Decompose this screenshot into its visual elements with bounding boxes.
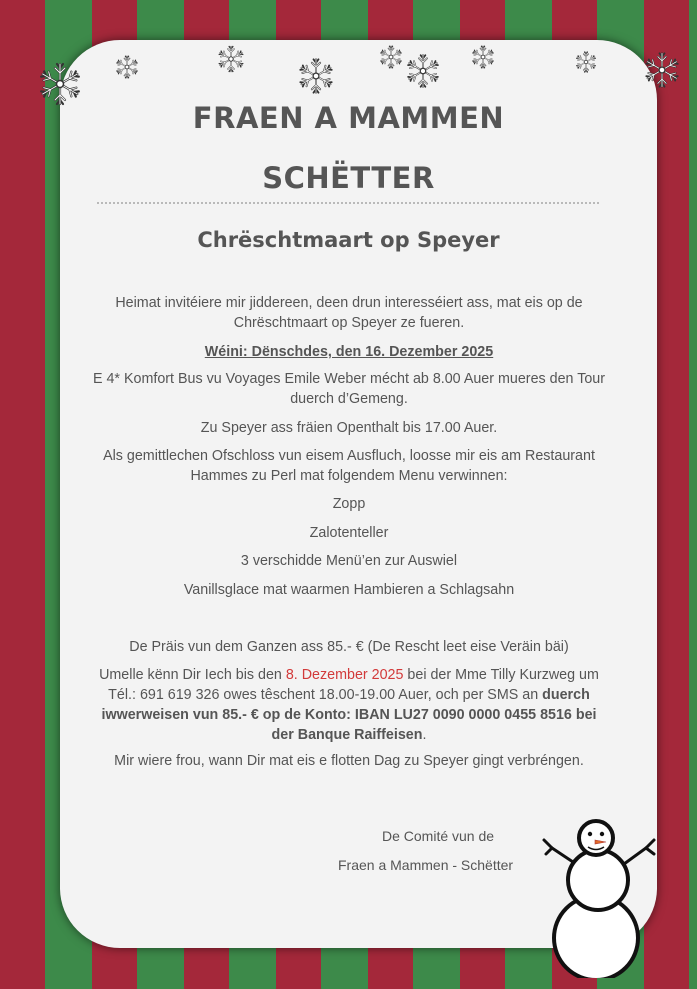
date-line: Wéini: Dënschdes, den 16. Dezember 2025 bbox=[204, 344, 494, 360]
snowflake-icon bbox=[114, 54, 140, 80]
page-subtitle: Chrëschtmaart op Speyer bbox=[197, 228, 500, 252]
menu-item: Vanillsglace mat waarmen Hambieren a Schlagsahn bbox=[183, 582, 515, 598]
title-line-2: SCHËTTER bbox=[262, 161, 435, 195]
menu-item: 3 verschidde Menü’en zur Auswiel bbox=[240, 553, 458, 569]
wish-paragraph: Mir wiere frou, wann Dir mat eis e flotten Dag zu Speyer gingt verbréngen. bbox=[114, 753, 584, 769]
snowman-icon bbox=[540, 818, 660, 978]
registration-paragraph bbox=[90, 665, 608, 745]
snowflake-icon bbox=[378, 44, 404, 70]
dotted-divider bbox=[97, 202, 599, 204]
intro-paragraph: Heimat invitéiere mir jiddereen, deen drun interesséiert ass, mat eis op de Chrëschtmaart op Speyer ze fueren. bbox=[115, 295, 583, 331]
menu-item: Zopp bbox=[332, 496, 366, 512]
snowflake-icon bbox=[642, 50, 682, 90]
stay-paragraph: Zu Speyer ass fräien Openthalt bis 17.00 Auer. bbox=[200, 420, 498, 436]
payment-details: duerch iwwerweisen vun 85.- € op de Konto: IBAN LU27 0090 0000 0455 8516 bei der Banque Raiffeisen bbox=[101, 687, 597, 743]
signature-line-1: De Comité vun de bbox=[382, 828, 495, 844]
snowflake-icon bbox=[216, 44, 246, 74]
closing-trip-paragraph: Als gemittlechen Ofschloss vun eisem Ausfluch, loosse mir eis am Restaurant Hammes zu Perl mat folgendem Menu verwinnen: bbox=[103, 448, 595, 484]
price-paragraph: De Präis vun dem Ganzen ass 85.- € (De Rescht leet eise Veräin bäi) bbox=[129, 639, 569, 655]
signature-line-2: Fraen a Mammen - Schëtter bbox=[338, 857, 514, 873]
snowflake-icon bbox=[404, 52, 442, 90]
bus-paragraph: E 4* Komfort Bus vu Voyages Emile Weber mécht ab 8.00 Auer mueres den Tour duerch d’Gemeng. bbox=[92, 371, 606, 407]
registration-text-b: bei der Mme Tilly Kurzweg um Tél.: 691 619 326 owes têschent 18.00-19.00 Auer, och per SMS an bbox=[108, 667, 599, 703]
menu-item: Zalotenteller bbox=[309, 525, 389, 541]
registration-text-end: . bbox=[422, 727, 427, 743]
title-line-1: FRAEN A MAMMEN bbox=[192, 101, 505, 135]
registration-text-a: Umelle kënn Dir Iech bis den bbox=[99, 667, 286, 683]
registration-deadline: 8. Dezember 2025 bbox=[285, 667, 404, 683]
snowflake-icon bbox=[470, 44, 496, 70]
snowflake-icon bbox=[296, 56, 336, 96]
snowflake-icon bbox=[574, 50, 598, 74]
